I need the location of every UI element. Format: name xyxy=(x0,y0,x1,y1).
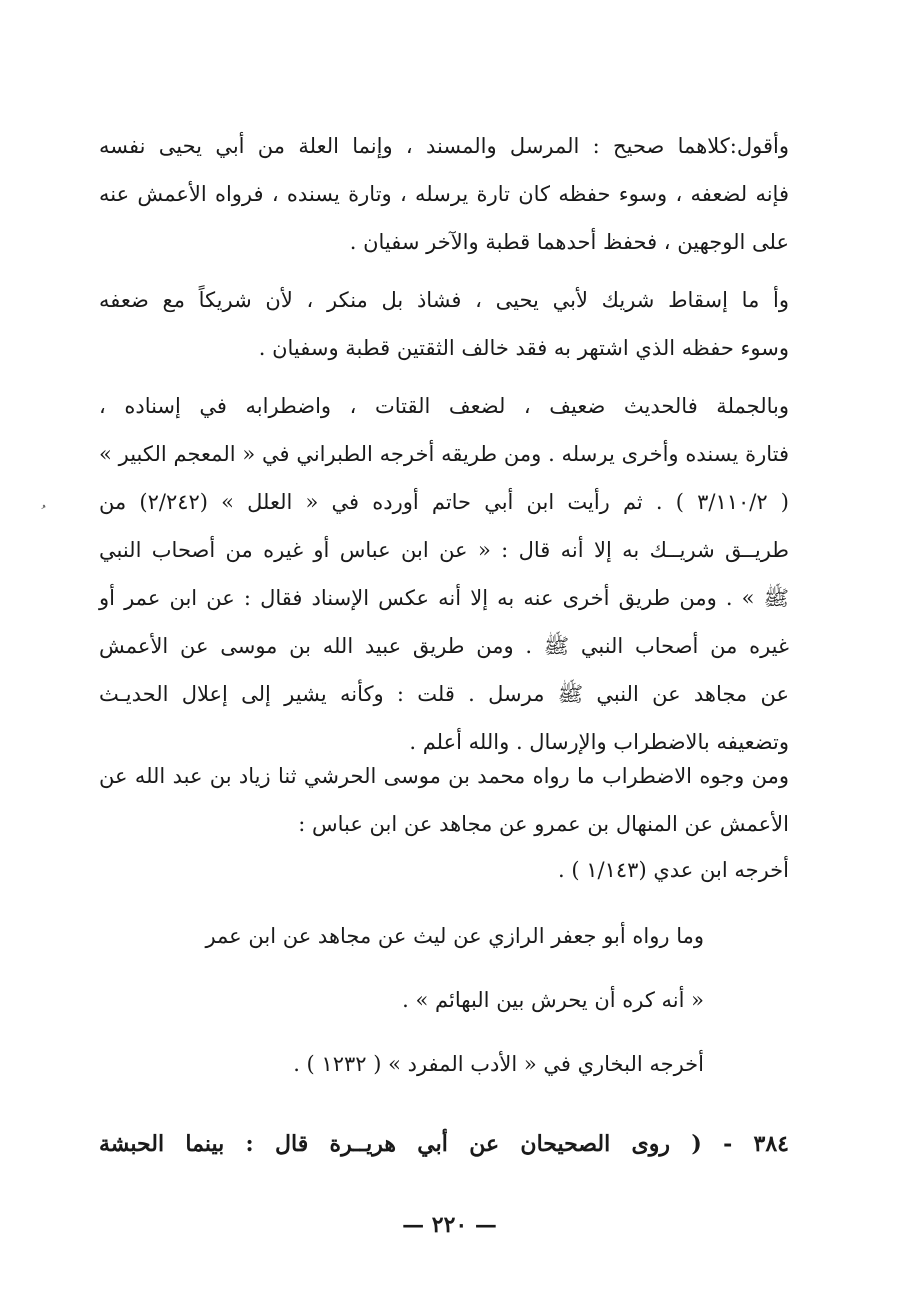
text-line: وأقول:كلاهما صحيح : المرسل والمسند ، وإنما العلة من أبي يحيى نفسه xyxy=(99,134,789,158)
text-line: طريــق شريــك به إلا أنه قال : « عن ابن عباس أو غيره من أصحاب النبي xyxy=(99,538,789,562)
text-line: ( ٣/١١٠/٢ ) . ثم رأيت ابن أبي حاتم أورده في « العلل » (٢/٢٤٢) من xyxy=(99,490,789,514)
paragraph-1 xyxy=(99,122,789,266)
page-number: — ٢٢٠ — xyxy=(402,1212,497,1238)
paragraph-6 xyxy=(99,912,704,960)
paragraph-2 xyxy=(99,276,789,372)
paragraph-7 xyxy=(99,976,704,1024)
text-line: ومن وجوه الاضطراب ما رواه محمد بن موسى الحرشي ثنا زياد بن عبد الله عن xyxy=(99,764,789,788)
text-line: فإنه لضعفه ، وسوء حفظه كان تارة يرسله ، وتارة يسنده ، فرواه الأعمش عنه xyxy=(99,182,789,206)
paragraph-4 xyxy=(99,752,789,848)
paragraph-8 xyxy=(99,1040,704,1088)
text-line: عن مجاهد عن النبي ﷺ مرسل . قلت : وكأنه يشير إلى إعلال الحديـث xyxy=(99,682,789,706)
text-line: على الوجهين ، فحفظ أحدهما قطبة والآخر سفيان . xyxy=(349,230,789,254)
paragraph-3 xyxy=(99,382,789,766)
text-line: ﷺ » . ومن طريق أخرى عنه به إلا أنه عكس الإسناد فقال : عن ابن عمر أو xyxy=(99,586,789,610)
text-line: وأ ما إسقاط شريك لأبي يحيى ، فشاذ بل منكر ، لأن شريكاً مع ضعفه xyxy=(99,288,789,312)
paragraph-5 xyxy=(99,846,789,894)
text-line: وما رواه أبو جعفر الرازي عن ليث عن مجاهد عن ابن عمر xyxy=(205,924,704,948)
text-line: وتضعيفه بالاضطراب والإرسال . والله أعلم . xyxy=(409,730,789,754)
section-heading: ٣٨٤ - ( روى الصحيحان عن أبي هريــرة قال : بينما الحبشة xyxy=(99,1131,789,1157)
text-line: أخرجه البخاري في « الأدب المفرد » ( ١٢٣٢ ) . xyxy=(293,1052,704,1076)
text-line: وبالجملة فالحديث ضعيف ، لضعف القتات ، واضطرابه في إسناده ، xyxy=(99,394,789,418)
text-line: غيره من أصحاب النبي ﷺ . ومن طريق عبيد الله بن موسى عن الأعمش xyxy=(99,634,789,658)
text-line: « أنه كره أن يحرش بين البهائم » . xyxy=(402,988,704,1012)
text-line: وسوء حفظه الذي اشتهر به فقد خالف الثقتين قطبة وسفيان . xyxy=(258,336,789,360)
text-line: أخرجه ابن عدي (١/١٤٣ ) . xyxy=(558,858,789,882)
text-line: فتارة يسنده وأخرى يرسله . ومن طريقه أخرجه الطبراني في « المعجم الكبير » xyxy=(99,442,789,466)
text-line: الأعمش عن المنهال بن عمرو عن مجاهد عن ابن عباس : xyxy=(298,812,789,836)
